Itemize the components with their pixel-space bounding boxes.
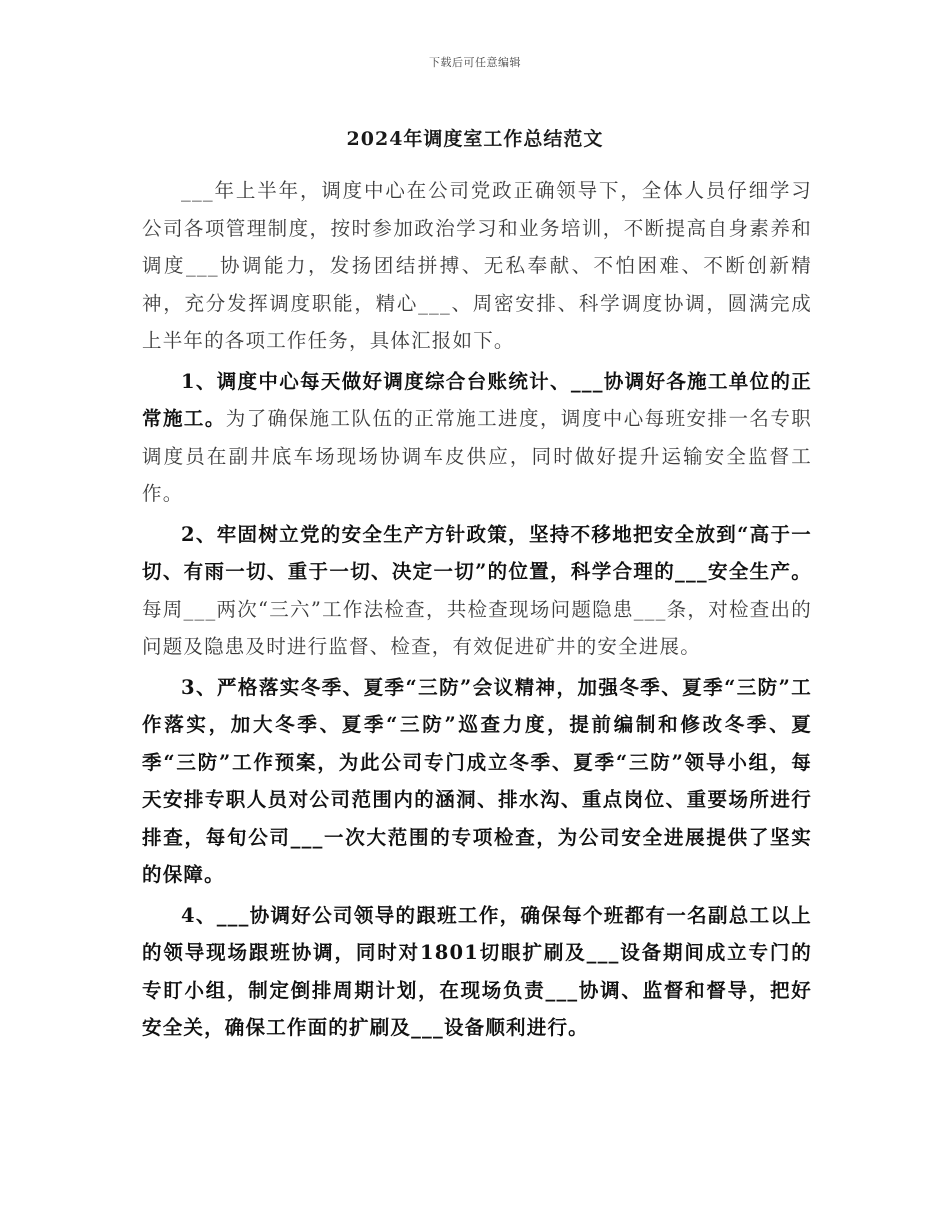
document-title: 2024年调度室工作总结范文 xyxy=(346,128,604,150)
item-paragraph-2 xyxy=(142,516,812,666)
item-paragraph-4: 4、___协调好公司领导的跟班工作，确保每个班都有一名副总工以上的领导现场跟班协调，同时对1801切眼扩刷及___设备期间成立专门的专盯小组，制定倒排周期计划，在现场负责___协调、监督和督导，把好安全关，确保工作面的扩刷及___设备顺利进行。 xyxy=(142,903,812,1039)
item-2-body: 每周___两次“三六”工作法检查，共检查现场问题隐患___条，对检查出的问题及隐患及时进行监督、检查，有效促进矿井的安全进展。 xyxy=(142,597,812,658)
document-body xyxy=(142,172,812,1050)
item-1-lead: 1、调度中心每天做好调度综合台账统计、___协调好各施工单位的正常施工。 xyxy=(142,369,812,430)
item-2-lead: 2、牢固树立党的安全生产方针政策，坚持不移地把安全放到“高于一切、有雨一切、重于一切、决定一切”的位置，科学合理的___安全生产。 xyxy=(142,522,812,583)
item-paragraph-1 xyxy=(142,363,812,513)
item-paragraph-3: 3、严格落实冬季、夏季“三防”会议精神，加强冬季、夏季“三防”工作落实，加大冬季、夏季“三防”巡查力度，提前编制和修改冬季、夏季“三防”工作预案，为此公司专门成立冬季、夏季“三防”领导小组，每天安排专职人员对公司范围内的涵洞、排水沟、重点岗位、重要场所进行排查，每旬公司___一次大范围的专项检查，为公司安全进展提供了坚实的保障。 xyxy=(142,675,812,886)
item-1-body: 为了确保施工队伍的正常施工进度，调度中心每班安排一名专职调度员在副井底车场现场协调车皮供应，同时做好提升运输安全监督工作。 xyxy=(142,407,812,505)
header-note: 下载后可任意编辑 xyxy=(429,56,521,69)
intro-paragraph: ___年上半年，调度中心在公司党政正确领导下，全体人员仔细学习公司各项管理制度，按时参加政治学习和业务培训，不断提高自身素养和调度___协调能力，发扬团结拼搏、无私奉献、不怕困难、不断创新精神，充分发挥调度职能，精心___、周密安排、科学调度协调，圆满完成上半年的各项工作任务，具体汇报如下。 xyxy=(142,179,812,352)
